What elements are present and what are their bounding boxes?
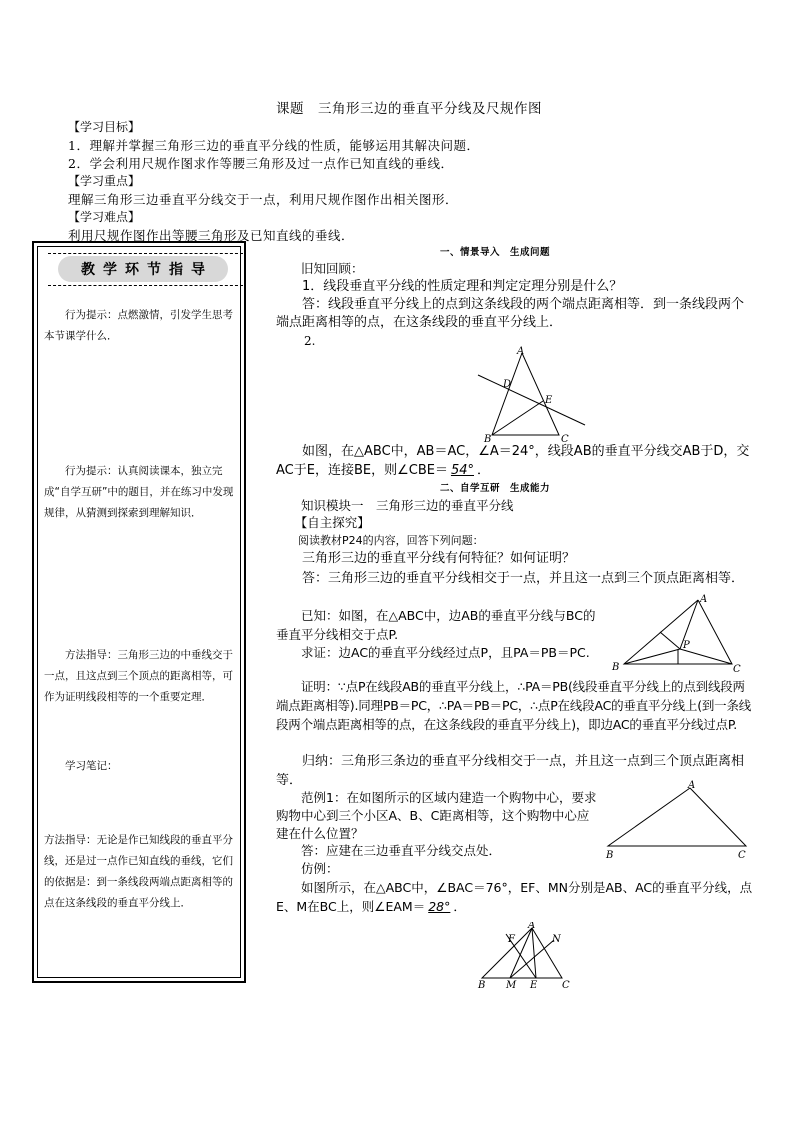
difficulties-heading: 【学习难点】 bbox=[68, 210, 141, 224]
example-answer: 答：应建在三边垂直平分线交点处． bbox=[301, 843, 502, 858]
fig4-label-b: B bbox=[478, 980, 486, 990]
fig4-label-e: E bbox=[530, 980, 538, 990]
title-char: 节 bbox=[147, 262, 161, 278]
title-char: 环 bbox=[125, 262, 139, 278]
explore-heading: 【自主探究】 bbox=[294, 515, 370, 530]
key-points-text: 理解三角形三边垂直平分线交于一点，利用尺规作图作出相关图形． bbox=[68, 192, 459, 207]
question-1: 1．线段垂直平分线的性质定理和判定定理分别是什么？ bbox=[302, 279, 623, 294]
module-title: 知识模块一 三角形三边的垂直平分线 bbox=[301, 498, 514, 513]
fig3-label-b: B bbox=[606, 850, 614, 861]
title-char: 导 bbox=[191, 262, 205, 278]
question-2-end: ． bbox=[477, 463, 491, 478]
question-2-answer: 54° bbox=[450, 463, 474, 478]
fig4-label-m: M bbox=[506, 980, 517, 990]
review-label: 旧知回顾： bbox=[301, 261, 364, 276]
proof-text: 证明：∵点P在线段AB的垂直平分线上，∴PA＝PB(线段垂直平分线上的点到线段两端点距离相等).同理PB＝PC，∴PA＝PB＝PC，∴点P在线段AC的垂直平分线上(到一条线段两个端点距离相等的点，在这条线段的垂直平分线上)，即边AC的垂直平分线过点P. bbox=[276, 679, 752, 732]
fig2-label-p: P bbox=[683, 640, 690, 651]
figure-perpendicular-bisectors bbox=[470, 922, 585, 990]
practice-answer: 28° bbox=[428, 899, 451, 914]
example-1: 范例1：在如图所示的区域内建造一个购物中心，要求购物中心到三个小区A、B、C距离相等，这个购物中心应建在什么位置？ bbox=[276, 790, 597, 841]
key-points-heading: 【学习重点】 bbox=[68, 174, 141, 188]
sidebar-tip-1: 行为提示：点燃激情，引发学生思考本节课学什么． bbox=[44, 309, 233, 342]
sidebar-tip-5: 方法指导：无论是作已知线段的垂直平分线，还是过一点作已知直线的垂线，它们的依据是：到一条线段两端点距离相等的点在这条线段的垂直平分线上． bbox=[44, 834, 233, 909]
fig3-label-c: C bbox=[738, 850, 746, 861]
sidebar-tip-3: 方法指导：三角形三边的中垂线交于一点，且这点到三个顶点的距离相等，可作为证明线段相等的一个重要定理． bbox=[44, 649, 233, 703]
practice-label: 仿例： bbox=[301, 861, 339, 876]
explore-question: 三角形三边的垂直平分线有何特征？如何证明？ bbox=[302, 551, 576, 566]
section-2-heading: 二、自学互研 生成能力 bbox=[440, 483, 551, 494]
page-title: 课题 三角形三边的垂直平分线及尺规作图 bbox=[276, 101, 542, 117]
title-char: 教 bbox=[81, 262, 95, 278]
practice-question bbox=[276, 878, 754, 916]
summary-text: 归纳：三角形三条边的垂直平分线相交于一点，并且这一点到三个顶点距离相等． bbox=[276, 754, 745, 788]
practice-text: 如图所示，在△ABC中，∠BAC＝76°，EF、MN分别是AB、AC的垂直平分线，点E、M在BC上，则∠EAM＝ bbox=[276, 880, 753, 914]
sidebar-notes: 学习笔记： bbox=[65, 760, 118, 772]
question-2-text: 如图，在△ABC中，AB＝AC，∠A＝24°，线段AB的垂直平分线交AB于D，交AC于E，连接BE，则∠CBE＝ bbox=[276, 444, 750, 478]
sidebar-title bbox=[58, 256, 228, 282]
fig4-label-c: C bbox=[562, 980, 570, 990]
practice-end: ． bbox=[453, 899, 466, 914]
fig4-label-n: N bbox=[552, 934, 561, 945]
given-statement: 已知：如图，在△ABC中，边AB的垂直平分线与BC的垂直平分线相交于点P. bbox=[276, 608, 596, 642]
fig3-label-a: A bbox=[688, 780, 696, 791]
reading-instruction: 阅读教材P24的内容，回答下列问题： bbox=[298, 534, 484, 547]
answer-1: 答：线段垂直平分线上的点到这条线段的两个端点距离相等．到一条线段两个端点距离相等的点，在这条线段的垂直平分线上． bbox=[276, 297, 745, 330]
fig2-label-c: C bbox=[733, 664, 741, 675]
fig1-label-c: C bbox=[561, 434, 569, 445]
fig2-label-a: A bbox=[700, 594, 708, 605]
fig1-label-a: A bbox=[517, 346, 525, 357]
objective-2: 2．学会利用尺规作图求作等腰三角形及过一点作已知直线的垂线． bbox=[68, 156, 454, 171]
question-2-number: 2. bbox=[304, 334, 316, 348]
question-2 bbox=[276, 442, 754, 480]
explore-answer: 答：三角形三边的垂直平分线相交于一点，并且这一点到三个顶点距离相等． bbox=[302, 571, 745, 586]
title-char: 指 bbox=[169, 262, 183, 278]
figure-circumcenter-triangle bbox=[610, 592, 750, 676]
fig2-label-b: B bbox=[612, 662, 620, 673]
prove-statement: 求证：边AC的垂直平分线经过点P，且PA＝PB＝PC. bbox=[301, 645, 590, 660]
guidance-sidebar bbox=[32, 241, 246, 983]
fig1-label-d: D bbox=[503, 379, 512, 390]
difficulties-text: 利用尺规作图作出等腰三角形及已知直线的垂线． bbox=[68, 228, 355, 243]
fig1-label-e: E bbox=[545, 395, 553, 406]
title-char: 学 bbox=[103, 262, 117, 278]
section-1-heading: 一、情景导入 生成问题 bbox=[440, 247, 551, 258]
fig1-label-b: B bbox=[484, 434, 492, 445]
sidebar-tip-2: 行为提示：认真阅读课本，独立完成“自学互研”中的题目，并在练习中发现规律，从猜测到探索到理解知识． bbox=[44, 465, 234, 519]
objective-1: 1．理解并掌握三角形三边的垂直平分线的性质，能够运用其解决问题． bbox=[68, 138, 480, 153]
fig4-label-f: F bbox=[508, 934, 515, 945]
objectives-heading: 【学习目标】 bbox=[68, 120, 141, 134]
figure-isosceles-triangle bbox=[470, 343, 590, 448]
fig4-label-a: A bbox=[528, 922, 536, 931]
